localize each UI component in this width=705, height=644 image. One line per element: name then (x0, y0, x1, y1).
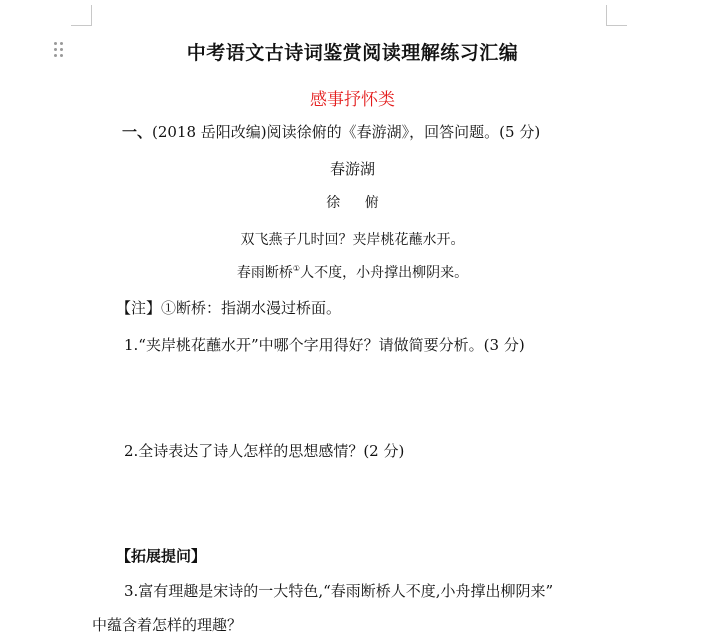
question-one-text: (2018 岳阳改编)阅读徐俯的《春游湖》，回答问题。(5 分) (152, 123, 541, 141)
poem-line-2 (0, 262, 705, 282)
question-1: 1.“夹岸桃花蘸水开”中哪个字用得好？请做简要分析。(3 分) (124, 336, 525, 354)
margin-corner-top-right (606, 5, 627, 26)
category-heading: 感事抒怀类 (310, 90, 395, 110)
poem-line-2-end: 人不度，小舟撑出柳阴来。 (300, 265, 469, 281)
question-one-number: 一、 (122, 123, 153, 141)
margin-corner-top-left (71, 5, 92, 26)
extension-heading: 【拓展提问】 (116, 547, 207, 565)
question-2: 2.全诗表达了诗人怎样的思想感情？(2 分) (124, 442, 405, 460)
question-3-line-1: 3.富有理趣是宋诗的一大特色,“春雨断桥人不度,小舟撑出柳阴来” (124, 582, 554, 600)
question-one-intro (122, 121, 540, 142)
footnote-marker: ① (292, 264, 301, 273)
poem-line-1: 双飞燕子几时回？夹岸桃花蘸水开。 (240, 232, 465, 248)
poem-title: 春游湖 (329, 160, 375, 178)
poem-author: 徐 俯 (326, 195, 389, 211)
poem-line-2-start: 春雨断桥 (236, 265, 293, 281)
question-3-line-2: 中蕴含着怎样的理趣？ (92, 616, 243, 634)
document-title: 中考语文古诗词鉴赏阅读理解练习汇编 (186, 42, 519, 64)
footnote: 【注】①断桥：指湖水漫过桥面。 (116, 299, 342, 317)
